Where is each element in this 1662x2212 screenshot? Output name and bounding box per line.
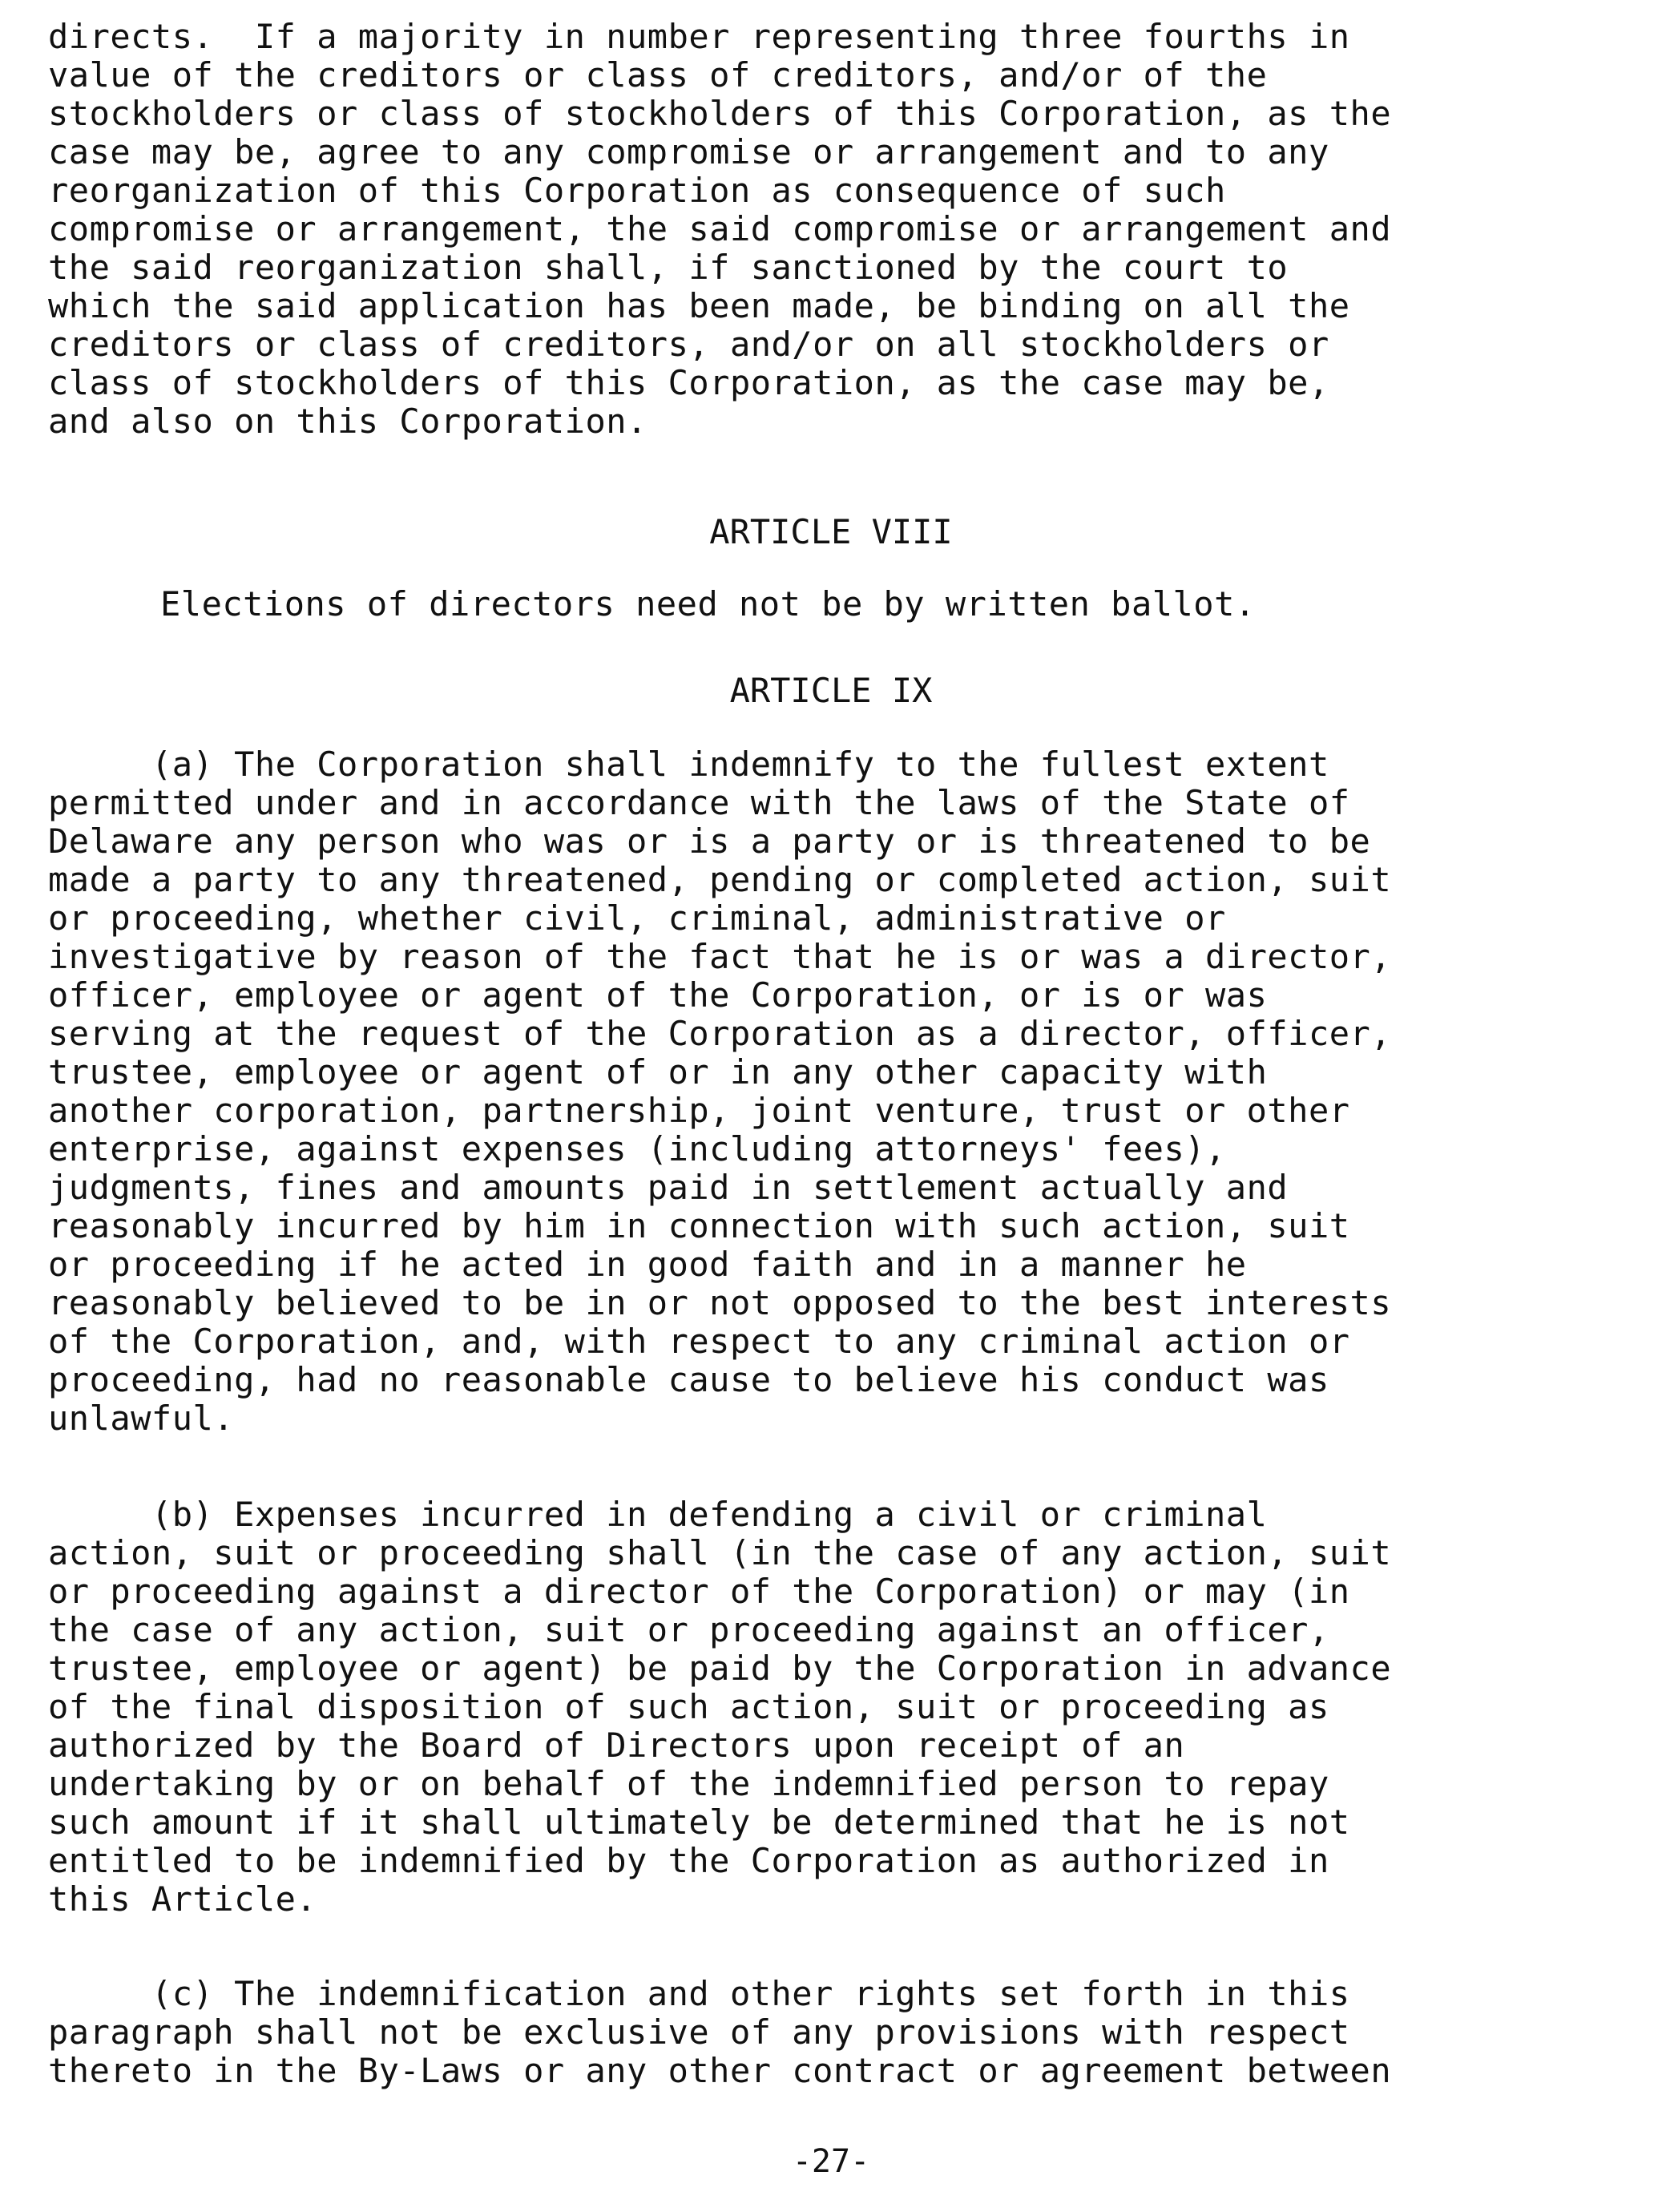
article-viii-text: Elections of directors need not be by written ballot. bbox=[160, 584, 1256, 624]
text-line: and also on this Corporation. bbox=[48, 402, 647, 441]
text-line: of the Corporation, and, with respect to any criminal action or bbox=[48, 1322, 1350, 1361]
text-line: another corporation, partnership, joint venture, trust or other bbox=[48, 1091, 1350, 1130]
text-line: (a) The Corporation shall indemnify to the fullest extent bbox=[48, 745, 1329, 784]
text-line: reasonably believed to be in or not opposed to the best interests bbox=[48, 1283, 1392, 1322]
text-line: paragraph shall not be exclusive of any provisions with respect bbox=[48, 2012, 1350, 2052]
text-line: directs. If a majority in number representing three fourths in bbox=[48, 17, 1350, 56]
text-line: class of stockholders of this Corporation, as the case may be, bbox=[48, 363, 1329, 402]
text-line: value of the creditors or class of creditors, and/or of the bbox=[48, 55, 1268, 95]
text-line: enterprise, against expenses (including attorneys' fees), bbox=[48, 1129, 1226, 1169]
text-line: unlawful. bbox=[48, 1399, 235, 1438]
text-line: creditors or class of creditors, and/or on all stockholders or bbox=[48, 325, 1329, 364]
text-line: the said reorganization shall, if sanctioned by the court to bbox=[48, 248, 1289, 287]
text-line: entitled to be indemnified by the Corporation as authorized in bbox=[48, 1841, 1329, 1880]
text-line: trustee, employee or agent of or in any other capacity with bbox=[48, 1052, 1268, 1092]
text-line: (c) The indemnification and other rights set forth in this bbox=[48, 1974, 1350, 2013]
text-line: this Article. bbox=[48, 1879, 317, 1919]
article-ix-heading: ARTICLE IX bbox=[729, 671, 933, 710]
text-line: permitted under and in accordance with the laws of the State of bbox=[48, 783, 1350, 822]
text-line: thereto in the By-Laws or any other contract or agreement between bbox=[48, 2051, 1392, 2090]
text-line: which the said application has been made, be binding on all the bbox=[48, 286, 1350, 325]
text-line: case may be, agree to any compromise or arrangement and to any bbox=[48, 132, 1329, 172]
text-line: made a party to any threatened, pending or completed action, suit bbox=[48, 860, 1392, 899]
text-line: officer, employee or agent of the Corporation, or is or was bbox=[48, 975, 1268, 1015]
text-line: serving at the request of the Corporation as a director, officer, bbox=[48, 1014, 1392, 1053]
text-line: compromise or arrangement, the said compromise or arrangement and bbox=[48, 209, 1392, 248]
text-line: or proceeding if he acted in good faith and in a manner he bbox=[48, 1245, 1247, 1284]
text-line: judgments, fines and amounts paid in settlement actually and bbox=[48, 1168, 1289, 1207]
page-number: -27- bbox=[792, 2143, 870, 2180]
text-line: undertaking by or on behalf of the indemnified person to repay bbox=[48, 1764, 1329, 1803]
text-line: Delaware any person who was or is a party or is threatened to be bbox=[48, 821, 1371, 861]
text-line: or proceeding against a director of the Corporation) or may (in bbox=[48, 1572, 1350, 1611]
article-viii-heading: ARTICLE VIII bbox=[709, 512, 953, 551]
text-line: investigative by reason of the fact that he is or was a director, bbox=[48, 937, 1392, 976]
text-line: authorized by the Board of Directors upon receipt of an bbox=[48, 1726, 1185, 1765]
text-line: trustee, employee or agent) be paid by the Corporation in advance bbox=[48, 1649, 1392, 1688]
text-line: action, suit or proceeding shall (in the case of any action, suit bbox=[48, 1533, 1392, 1572]
text-line: proceeding, had no reasonable cause to believe his conduct was bbox=[48, 1360, 1329, 1399]
text-line: such amount if it shall ultimately be determined that he is not bbox=[48, 1802, 1350, 1842]
text-line: the case of any action, suit or proceeding against an officer, bbox=[48, 1610, 1329, 1649]
text-line: reorganization of this Corporation as consequence of such bbox=[48, 171, 1226, 210]
text-line: of the final disposition of such action, suit or proceeding as bbox=[48, 1687, 1329, 1726]
text-line: (b) Expenses incurred in defending a civil or criminal bbox=[48, 1495, 1268, 1534]
text-line: or proceeding, whether civil, criminal, administrative or bbox=[48, 898, 1226, 938]
text-line: stockholders or class of stockholders of this Corporation, as the bbox=[48, 94, 1392, 133]
text-line: reasonably incurred by him in connection with such action, suit bbox=[48, 1206, 1350, 1245]
